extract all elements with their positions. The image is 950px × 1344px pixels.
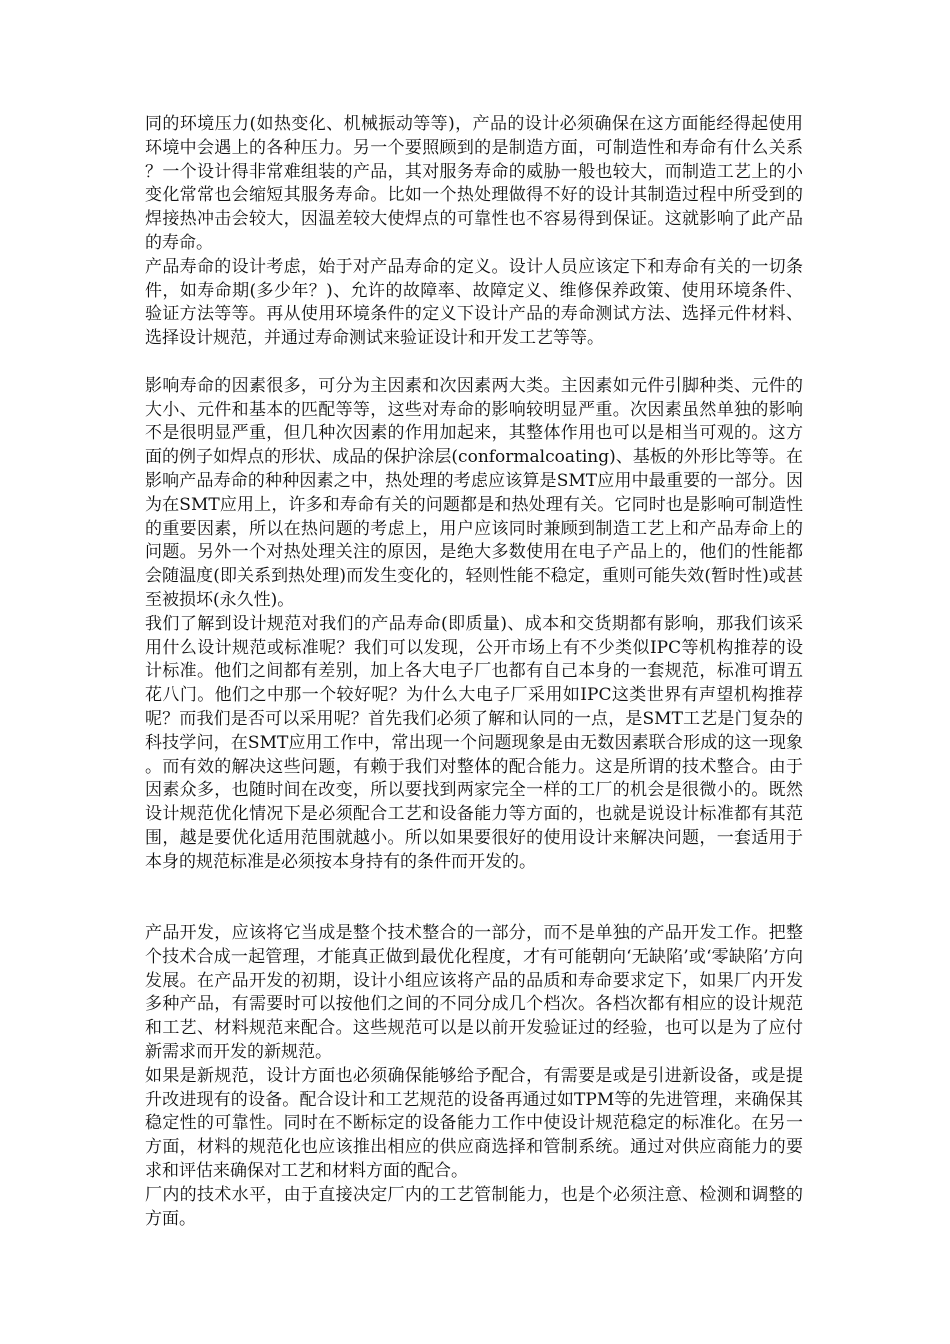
paragraph-new-specifications: 如果是新规范，设计方面也必须确保能够给予配合，有需要是或是引进新设备，或是提升改进现有的设备。配合设计和工艺规范的设备再通过如TPM等的先进管理，来确保其稳定性的可靠性。同时在不断标定的设备能力工作中使设计规范稳定的标准化。在另一方面，材料的规范化也应该推出相应的供应商选择和管制系统。通过对供应商能力的要求和评估来确保对工艺和材料方面的配合。 (145, 1065, 803, 1182)
paragraph-technical-level: 厂内的技术水平，由于直接决定厂内的工艺管制能力，也是个必须注意、检测和调整的方面。 (145, 1184, 803, 1229)
paragraph-environment-manufacturing: 同的环境压力(如热变化、机械振动等等)，产品的设计必须确保在这方面能经得起使用环境中会遇上的各种压力。另一个要照顾到的是制造方面，可制造性和寿命有什么关系？一个设计得非常难组装的产品，其对服务寿命的威胁一般也较大，而制造工艺上的小变化常常也会缩短其服务寿命。比如一个热处理做得不好的设计其制造过程中所受到的焊接热冲击会较大，因温差较大使焊点的可靠性也不容易得到保证。这就影响了此产品的寿命。 (145, 114, 803, 253)
paragraph-spacer (145, 875, 803, 923)
paragraph-spacer (145, 351, 803, 375)
document-body (145, 113, 803, 1231)
paragraph-lifetime-factors: 影响寿命的因素很多，可分为主因素和次因素两大类。主因素如元件引脚种类、元件的大小、元件和基本的匹配等等，这些对寿命的影响较明显严重。次因素虽然单独的影响不是很明显严重，但几种次因素的作用加起来，其整体作用也可以是相当可观的。这方面的例子如焊点的形状、成品的保护涂层(conformalcoating)、基板的外形比等等。在影响产品寿命的种种因素之中，热处理的考虑应该算是SMT应用中最重要的一部分。因为在SMT应用上，许多和寿命有关的问题都是和热处理有关。它同时也是影响可制造性的重要因素，所以在热问题的考虑上，用户应该同时兼顾到制造工艺上和产品寿命上的问题。另外一个对热处理关注的原因，是绝大多数使用在电子产品上的，他们的性能都会随温度(即关系到热处理)而发生变化的，轻则性能不稳定，重则可能失效(暂时性)或甚至被损坏(永久性)。 (145, 375, 803, 610)
paragraph-design-standards: 我们了解到设计规范对我们的产品寿命(即质量)、成本和交货期都有影响，那我们该采用什么设计规范或标准呢？我们可以发现，公开市场上有不少类似IPC等机构推荐的设计标准。他们之间都有差别，加上各大电子厂也都有自己本身的一套规范，标准可谓五花八门。他们之中那一个较好呢？为什么大电子厂采用如IPC这类世界有声望机构推荐呢？而我们是否可以采用呢？首先我们必须了解和认同的一点，是SMT工艺是门复杂的科技学问，在SMT应用工作中，常出现一个问题现象是由无数因素联合形成的这一现象。而有效的解决这些问题，有赖于我们对整体的配合能力。这是所谓的技术整合。由于因素众多，也随时间在改变，所以要找到两家完全一样的工厂的机会是很微小的。既然设计规范优化情况下是必须配合工艺和设备能力等方面的，也就是说设计标准都有其范围，越是要优化适用范围就越小。所以如果要很好的使用设计来解决问题，一套适用于本身的规范标准是必须按本身持有的条件而开发的。 (145, 613, 803, 872)
paragraph-lifetime-definition: 产品寿命的设计考虑，始于对产品寿命的定义。设计人员应该定下和寿命有关的一切条件，如寿命期(多少年？)、允许的故障率、故障定义、维修保养政策、使用环境条件、验证方法等等。再从使用环境条件的定义下设计产品的寿命测试方法、选择元件材料、选择设计规范，并通过寿命测试来验证设计和开发工艺等等。 (145, 256, 803, 349)
paragraph-product-development: 产品开发，应该将它当成是整个技术整合的一部分，而不是单独的产品开发工作。把整个技术合成一起管理，才能真正做到最优化程度，才有可能朝向‘无缺陷’或‘零缺陷’方向发展。在产品开发的初期，设计小组应该将产品的品质和寿命要求定下，如果厂内开发多种产品，有需要时可以按他们之间的不同分成几个档次。各档次都有相应的设计规范和工艺、材料规范来配合。这些规范可以是以前开发验证过的经验，也可以是为了应付新需求而开发的新规范。 (145, 923, 803, 1063)
